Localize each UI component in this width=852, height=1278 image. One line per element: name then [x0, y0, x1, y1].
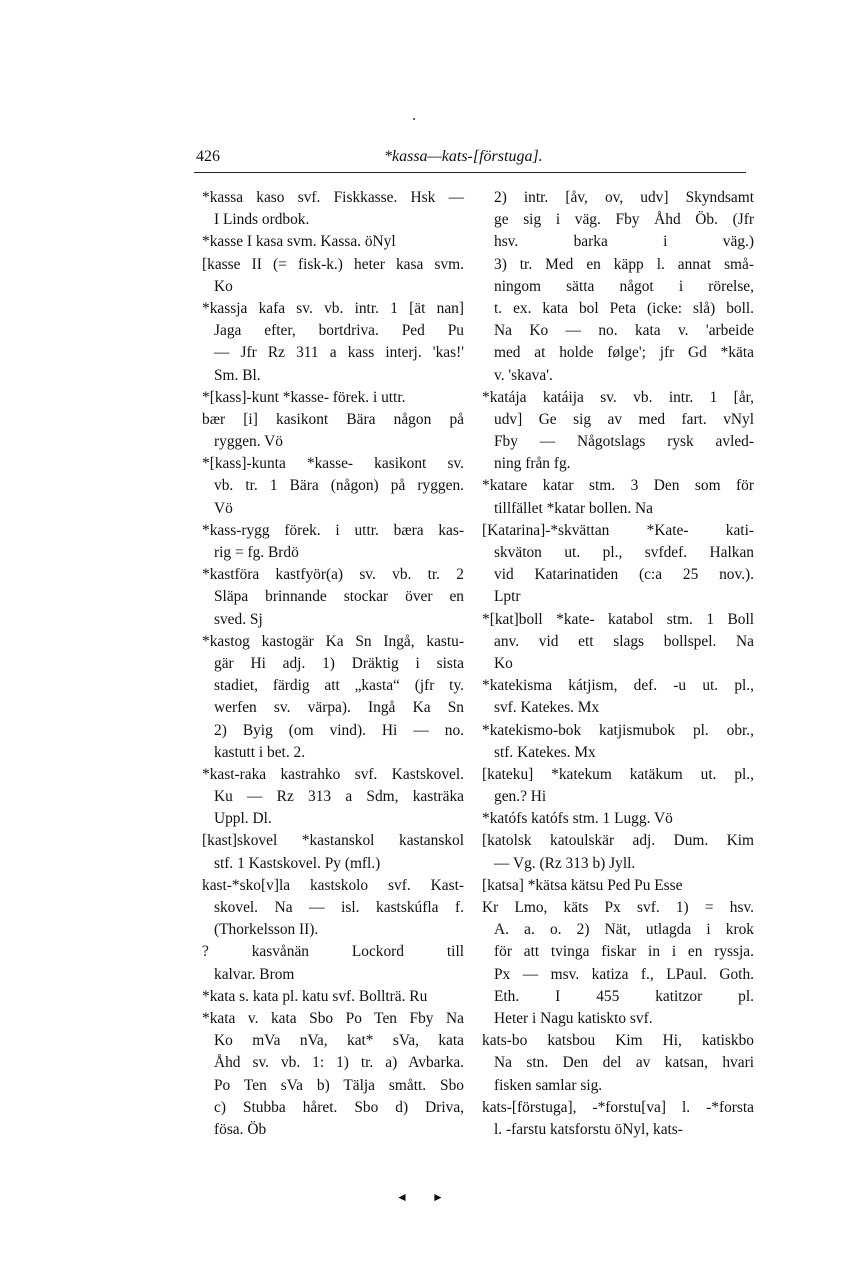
right-column-line: tillfället *katar bollen. Na [494, 499, 653, 517]
left-column-line: skovel. Na — isl. kastskúfla f. [214, 899, 464, 916]
left-column-line: fösa. Öb [214, 1120, 267, 1138]
right-column-line: Kr Lmo, käts Px svf. 1) = hsv. [482, 899, 754, 916]
right-column-line: [katolsk katoulskär adj. Dum. Kim [482, 832, 754, 850]
right-column-line: v. 'skava'. [494, 366, 553, 384]
right-column-line: gen.? Hi [494, 788, 547, 806]
right-column-line: vid Katarinatiden (c:a 25 nov.). [494, 566, 754, 584]
left-column-line: *kata s. kata pl. katu svf. Bollträ. Ru [202, 987, 428, 1005]
right-column [482, 187, 754, 1141]
left-column-line: *kata v. kata Sbo Po Ten Fby Na [202, 1009, 464, 1027]
footer-left-mark: ◄ [396, 1190, 408, 1204]
right-column-line: Fby — Någotslags rysk avled- [494, 433, 754, 451]
footer-right-mark: ► [432, 1190, 444, 1204]
right-column-line: ge sig i väg. Fby Åhd Öb. (Jfr [494, 211, 754, 229]
right-column-line: skväton ut. pl., svfdef. Halkan [494, 544, 754, 561]
left-column-line: kastutt i bet. 2. [214, 743, 306, 761]
left-column-line: stf. 1 Kastskovel. Py (mfl.) [214, 854, 381, 872]
left-column-line: *kass-rygg förek. i uttr. bæra kas- [202, 521, 464, 539]
right-column-line: ningom sätta något i rörelse, [494, 277, 754, 295]
left-column-line: vb. tr. 1 Bära (någon) på ryggen. [214, 477, 464, 495]
right-column-line: Heter i Nagu katiskto svf. [494, 1009, 653, 1027]
right-column-line: Px — msv. katiza f., LPaul. Goth. [494, 965, 754, 983]
right-column-line: *katare katar stm. 3 Den som för [482, 477, 754, 495]
right-column-line: [Katarina]-*skvättan *Kate- kati- [482, 521, 754, 539]
left-column-line: (Thorkelsson II). [214, 921, 319, 939]
left-column-line: ryggen. Vö [214, 433, 283, 451]
right-column-line: Lptr [494, 588, 521, 606]
right-column-line: t. ex. kata bol Peta (icke: slå) boll. [494, 299, 754, 317]
left-column-line: Släpa brinnande stockar över en [214, 588, 464, 606]
right-column-line: *katófs katófs stm. 1 Lugg. Vö [482, 810, 673, 828]
right-column-line: för att tvinga fiskar in i en ryssja. [494, 943, 754, 961]
right-column-line: 2) intr. [åv, ov, udv] Skyndsamt [494, 189, 754, 206]
left-column-line: *kastföra kastfyör(a) sv. vb. tr. 2 [202, 566, 464, 584]
right-column-line: [katsa] *kätsa kätsu Ped Pu Esse [482, 876, 683, 894]
right-column-line: ning från fg. [494, 455, 571, 473]
left-column-line: Jaga efter, bortdriva. Ped Pu [214, 322, 464, 340]
left-column-line: [kasse II (= fisk-k.) heter kasa svm. [202, 255, 464, 273]
left-column-line: Sm. Bl. [214, 366, 261, 384]
left-column-line: *kastog kastogär Ka Sn Ingå, kastu- [202, 632, 464, 650]
left-column-line: 2) Byig (om vind). Hi — no. [214, 721, 464, 739]
left-column-line: *kassja kafa sv. vb. intr. 1 [ät nan] [202, 299, 464, 317]
left-column-line: *kassa kaso svf. Fiskkasse. Hsk — [202, 189, 464, 206]
right-column-line: *[kat]boll *kate- katabol stm. 1 Boll [482, 610, 754, 628]
right-column-line: kats-[förstuga], -*forstu[va] l. -*forsta [482, 1098, 754, 1116]
left-column-line: [kast]skovel *kastanskol kastanskol [202, 832, 464, 850]
running-head: *kassa—kats-[förstuga]. [384, 148, 543, 165]
right-column-line: fisken samlar sig. [494, 1076, 603, 1094]
right-column-line: kats-bo katsbou Kim Hi, katiskbo [482, 1032, 754, 1050]
left-column-line: bær [i] kasikont Bära någon på [202, 410, 464, 428]
right-column-line: Eth. I 455 katitzor pl. [494, 987, 754, 1005]
right-column-line: [kateku] *katekum katäkum ut. pl., [482, 765, 754, 783]
right-column-line: med at holde følge'; jfr Gd *käta [494, 344, 754, 362]
right-column-line: hsv. barka i väg.) [494, 233, 754, 251]
right-column-line: *katekismo-bok katjismubok pl. obr., [482, 721, 754, 739]
right-column-line: *katája katáija sv. vb. intr. 1 [år, [482, 388, 754, 406]
left-column-line: stadiet, färdig att „kasta“ (jfr ty. [214, 677, 464, 695]
right-column-line: *katekisma kátjism, def. -u ut. pl., [482, 677, 754, 695]
left-column-line: Vö [214, 499, 233, 517]
left-column-line: Ko mVa nVa, kat* sVa, kata [214, 1032, 464, 1050]
right-column-line: Ko [494, 654, 513, 672]
left-column-line: kalvar. Brom [214, 965, 295, 983]
left-column-line: Ku — Rz 313 a Sdm, kasträka [214, 788, 464, 806]
right-column-line: anv. vid ett slags bollspel. Na [494, 632, 754, 650]
header-rule [194, 172, 746, 173]
left-column-line: sved. Sj [214, 610, 263, 628]
left-column-line: *[kass]-kunt *kasse- förek. i uttr. [202, 388, 406, 406]
right-column-line: udv] Ge sig av med fart. vNyl [494, 410, 754, 428]
right-column-line: svf. Katekes. Mx [494, 699, 600, 717]
left-column-line: gär Hi adj. 1) Dräktig i sista [214, 654, 464, 672]
right-column-line: Na Ko — no. kata v. 'arbeide [494, 322, 754, 340]
left-column-line: *kast-raka kastrahko svf. Kastskovel. [202, 765, 464, 783]
left-column-line: kast-*sko[v]la kastskolo svf. Kast- [202, 876, 464, 894]
left-column [202, 187, 464, 1141]
page-number: 426 [196, 148, 220, 165]
right-column-line: l. -farstu katsforstu öNyl, kats- [494, 1120, 683, 1138]
left-column-line: — Jfr Rz 311 a kass interj. 'kas!' [214, 344, 464, 362]
printer-dot [413, 118, 415, 120]
right-column-line: 3) tr. Med en käpp l. annat små- [494, 255, 754, 273]
left-column-line: werfen sv. värpa). Ingå Ka Sn [214, 699, 464, 717]
left-column-line: ? kasvånän Lockord till [202, 943, 464, 961]
left-column-line: Uppl. Dl. [214, 810, 272, 828]
left-column-line: Po Ten sVa b) Tälja smått. Sbo [214, 1076, 464, 1094]
left-column-line: rig = fg. Brdö [214, 544, 299, 561]
right-column-line: stf. Katekes. Mx [494, 743, 596, 761]
left-column-line: Åhd sv. vb. 1: 1) tr. a) Avbarka. [214, 1054, 464, 1072]
left-column-line: c) Stubba håret. Sbo d) Driva, [214, 1098, 464, 1116]
left-column-line: I Linds ordbok. [214, 211, 310, 229]
left-column-line: Ko [214, 277, 233, 295]
left-column-line: *[kass]-kunta *kasse- kasikont sv. [202, 455, 464, 473]
left-column-line: *kasse I kasa svm. Kassa. öNyl [202, 233, 396, 251]
right-column-line: Na stn. Den del av katsan, hvari [494, 1054, 754, 1072]
right-column-line: — Vg. (Rz 313 b) Jyll. [494, 854, 636, 872]
right-column-line: A. a. o. 2) Nät, utlagda i krok [494, 921, 754, 939]
